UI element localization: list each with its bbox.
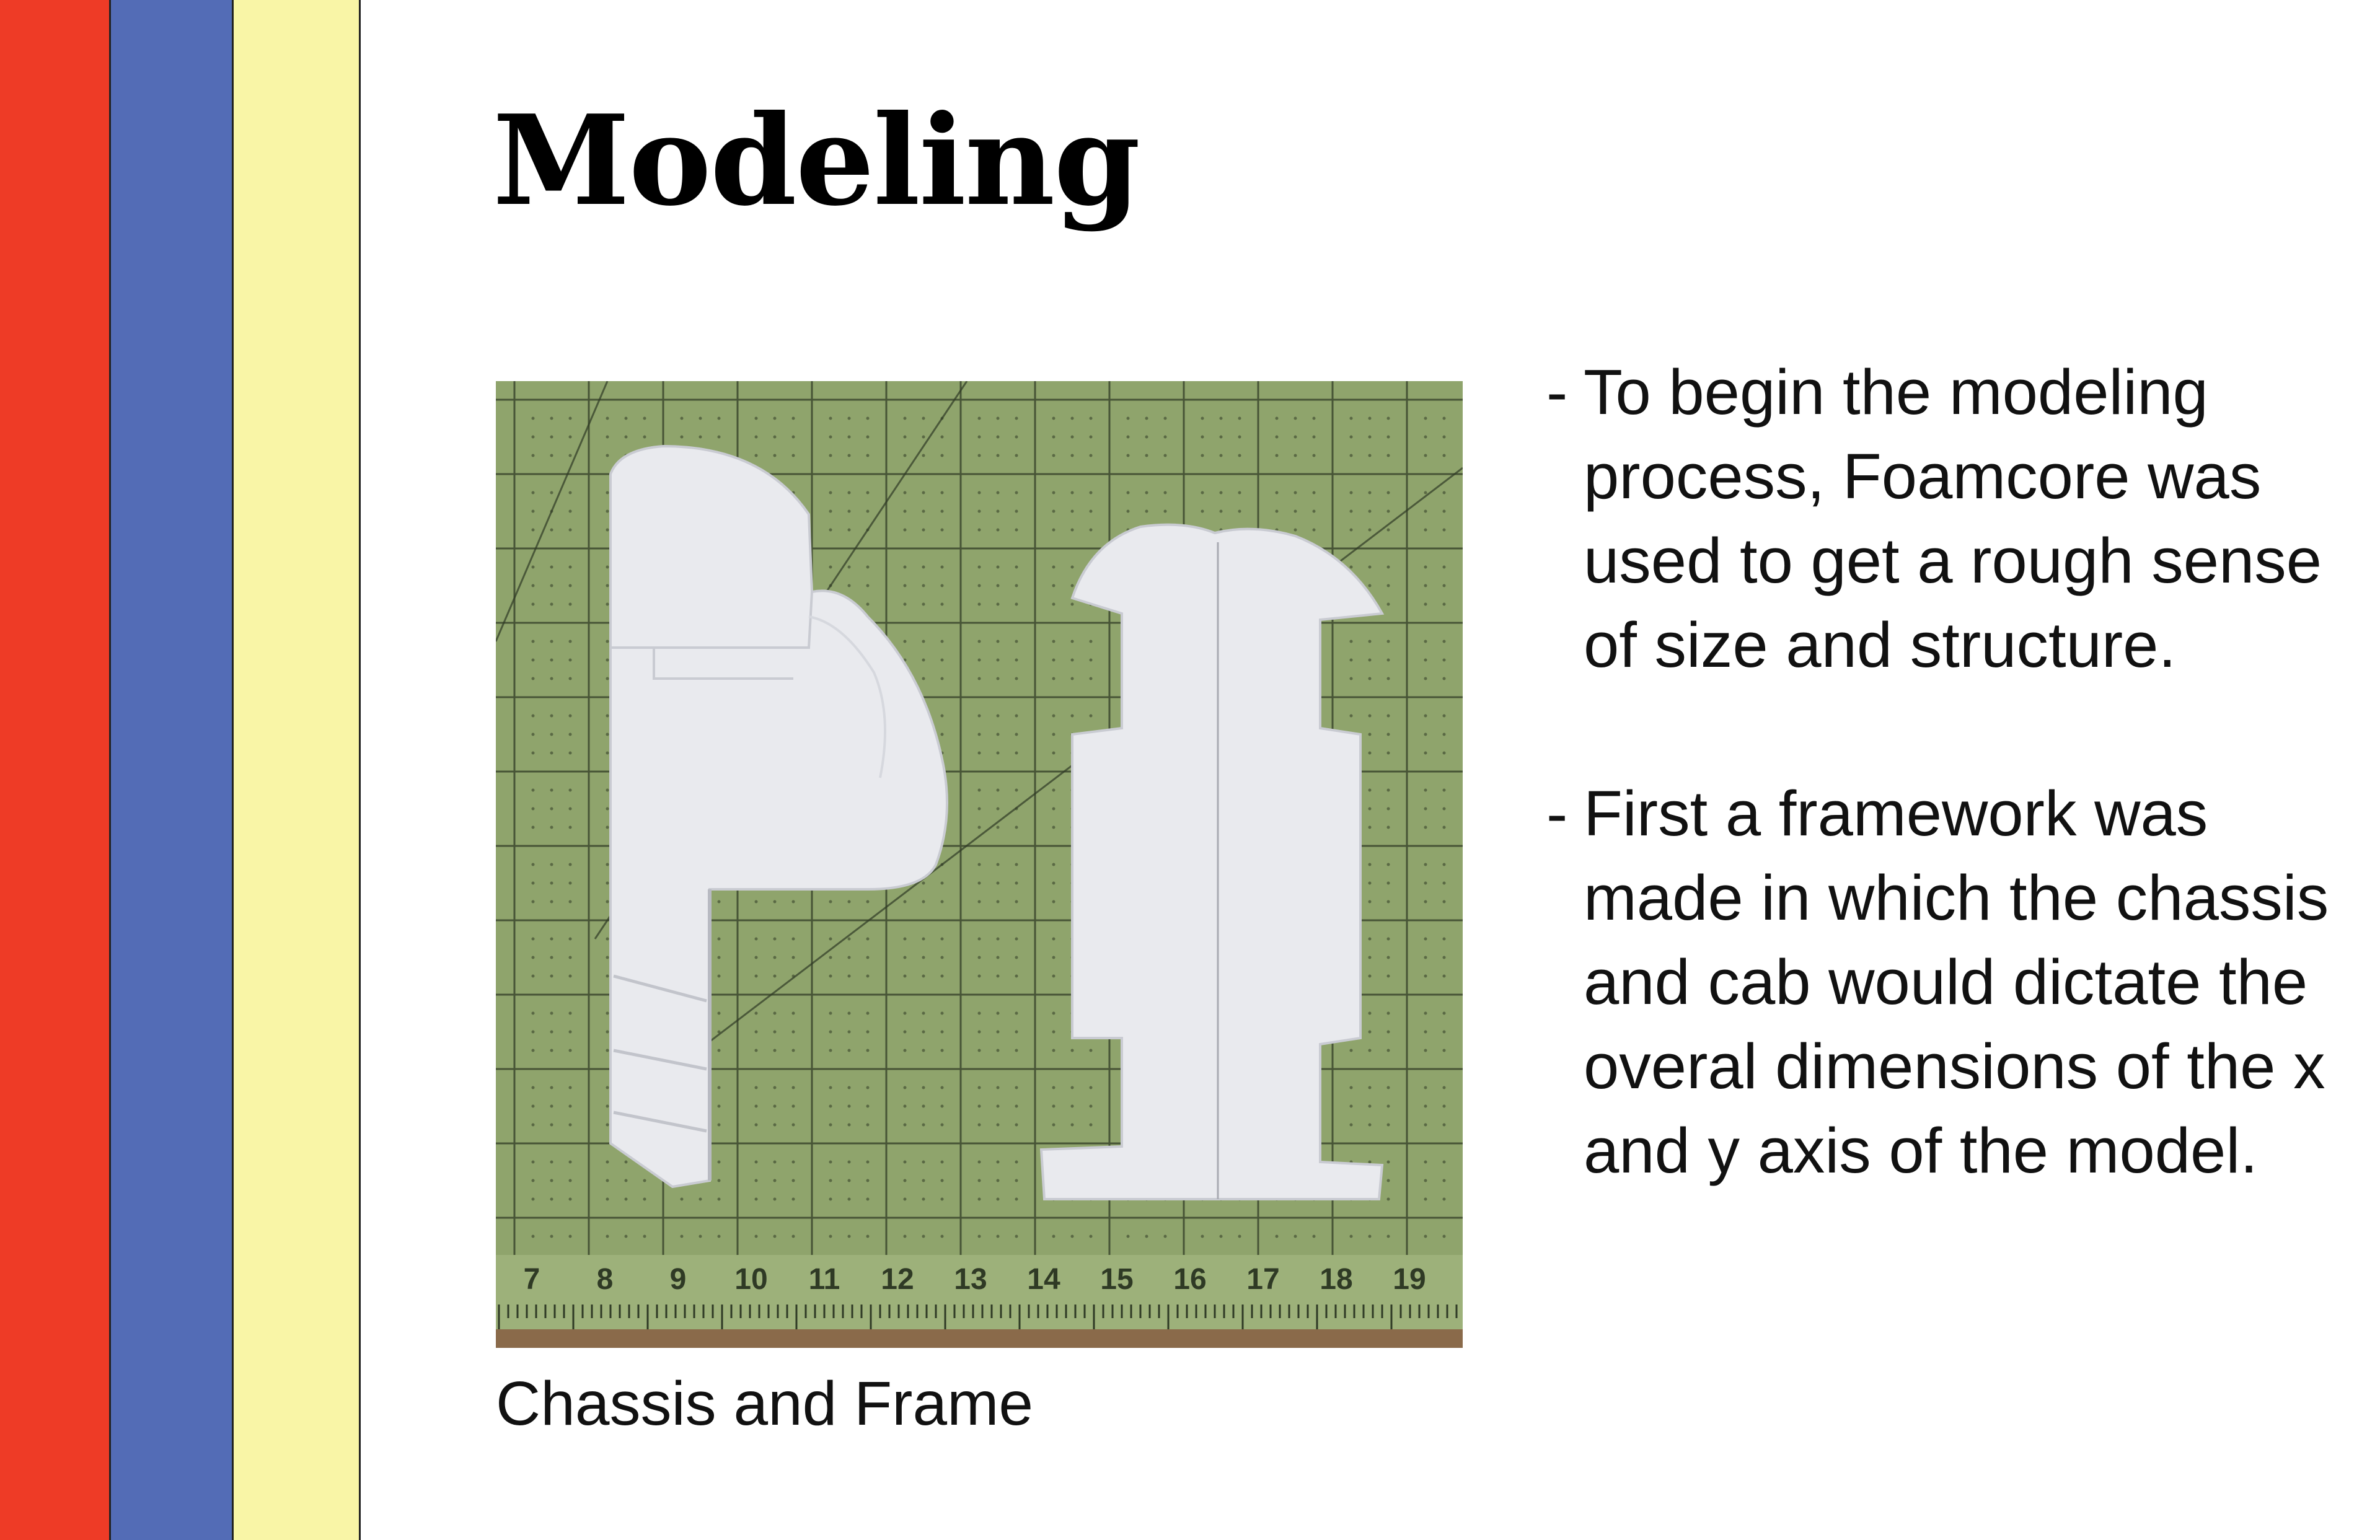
blue-stripe — [111, 0, 234, 1540]
bullet-text: First a framework was made in which the chassis and cab would dictate the overal dimensions of the x and y axis of the model. — [1584, 778, 2329, 1186]
yellow-stripe — [234, 0, 361, 1540]
ruler-number: 16 — [1173, 1263, 1207, 1296]
ruler-number: 9 — [669, 1263, 687, 1296]
ruler-number: 11 — [808, 1263, 840, 1296]
ruler-number: 19 — [1393, 1263, 1426, 1296]
ruler-number: 12 — [881, 1263, 914, 1296]
ruler-number: 17 — [1246, 1263, 1280, 1296]
red-stripe — [0, 0, 111, 1540]
ruler-number: 13 — [954, 1263, 987, 1296]
bullet-list — [1546, 350, 2365, 1277]
ruler-number: 18 — [1320, 1263, 1353, 1296]
bullet-text: To begin the modeling process, Foamcore was used to get a rough sense of size and structure. — [1584, 356, 2322, 680]
ruler-number: 7 — [523, 1263, 540, 1296]
ruler-number: 14 — [1027, 1263, 1060, 1296]
slide-title: Modeling — [493, 88, 1140, 234]
ruler-number: 10 — [734, 1263, 768, 1296]
ruler-number: 8 — [596, 1263, 614, 1296]
bullet-dash: - — [1546, 778, 1568, 849]
ruler-number: 15 — [1100, 1263, 1134, 1296]
foamcore-model-photo — [496, 381, 1463, 1348]
bullet-item-framework — [1546, 772, 2365, 1193]
figure-caption: Chassis and Frame — [496, 1369, 1033, 1438]
bullet-item-foamcore — [1546, 350, 2365, 687]
bullet-dash: - — [1546, 356, 1568, 428]
